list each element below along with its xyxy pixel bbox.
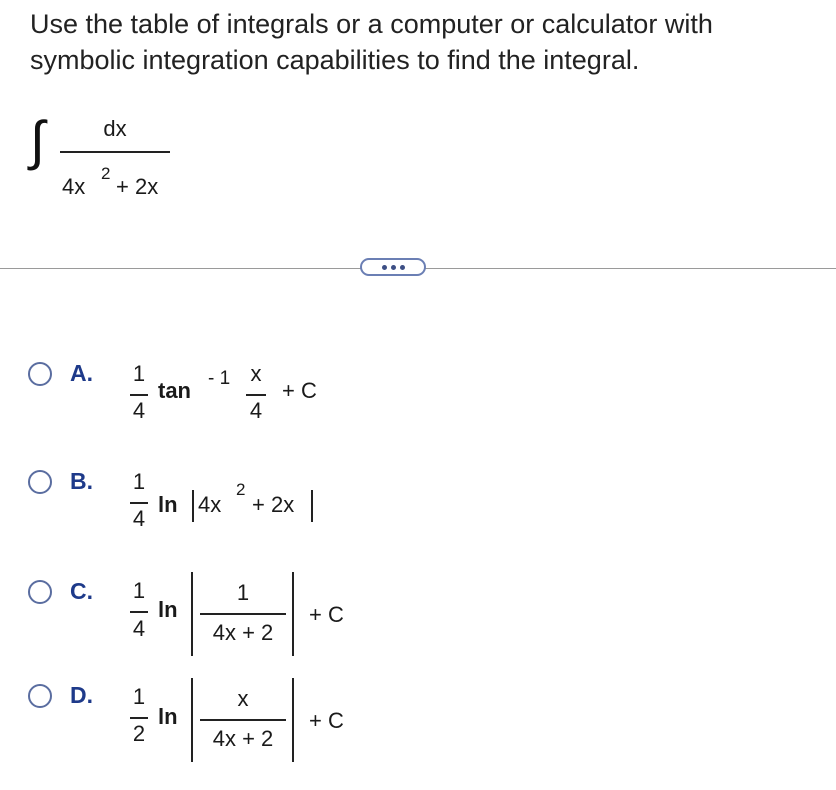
radio-button-b[interactable] bbox=[28, 470, 52, 494]
integral-denominator-base: 4x bbox=[62, 174, 86, 199]
absolute-value-bar-left bbox=[192, 490, 194, 522]
argument-denominator: 4 bbox=[249, 398, 263, 423]
argument-numerator: x bbox=[250, 361, 262, 386]
argument-denominator: 4x + 2 bbox=[212, 726, 274, 751]
ellipsis-icon bbox=[391, 265, 396, 270]
absolute-value-bar-left bbox=[191, 572, 193, 656]
radio-button-d[interactable] bbox=[28, 684, 52, 708]
absolute-value-bar-right bbox=[292, 572, 294, 656]
option-letter: A. bbox=[70, 360, 93, 386]
argument-bar bbox=[200, 719, 286, 721]
absolute-value-exponent: 2 bbox=[236, 480, 246, 499]
answer-option-c[interactable] bbox=[28, 570, 448, 660]
radio-button-c[interactable] bbox=[28, 580, 52, 604]
coefficient-bar bbox=[130, 394, 148, 396]
function-name: ln bbox=[158, 597, 178, 622]
coefficient-bar bbox=[130, 717, 148, 719]
integral-numerator: dx bbox=[103, 116, 127, 141]
answer-option-d[interactable] bbox=[28, 678, 448, 768]
function-exponent: - 1 bbox=[208, 368, 231, 389]
argument-denominator: 4x + 2 bbox=[212, 620, 274, 645]
coefficient-bar bbox=[130, 611, 148, 613]
radio-button-a[interactable] bbox=[28, 362, 52, 386]
integral-denominator-exponent: 2 bbox=[101, 164, 111, 183]
absolute-value-base: 4x bbox=[198, 492, 222, 517]
function-name: tan bbox=[158, 378, 191, 403]
ellipsis-icon bbox=[400, 265, 405, 270]
argument-numerator: 1 bbox=[236, 580, 250, 605]
constant-term: + C bbox=[309, 602, 344, 627]
integral-fraction-bar bbox=[60, 151, 170, 153]
option-letter: B. bbox=[70, 468, 93, 494]
absolute-value-bar-right bbox=[311, 490, 313, 522]
ellipsis-icon bbox=[382, 265, 387, 270]
coefficient-numerator: 1 bbox=[132, 361, 146, 386]
integral-sign: ∫ bbox=[30, 111, 45, 171]
coefficient-denominator: 4 bbox=[132, 398, 146, 423]
absolute-value-rest: + 2x bbox=[252, 492, 295, 517]
coefficient-denominator: 4 bbox=[132, 616, 146, 641]
coefficient-denominator: 4 bbox=[132, 506, 146, 531]
coefficient-bar bbox=[130, 502, 148, 504]
coefficient-denominator: 2 bbox=[132, 721, 146, 746]
coefficient-numerator: 1 bbox=[132, 469, 146, 494]
integral-denominator-rest: + 2x bbox=[116, 174, 159, 199]
coefficient-numerator: 1 bbox=[132, 684, 146, 709]
answer-option-b[interactable] bbox=[28, 464, 448, 554]
function-name: ln bbox=[158, 704, 178, 729]
constant-term: + C bbox=[309, 708, 344, 733]
more-options-button[interactable] bbox=[360, 258, 426, 276]
option-letter: D. bbox=[70, 682, 93, 708]
option-letter: C. bbox=[70, 578, 93, 604]
function-name: ln bbox=[158, 492, 178, 517]
coefficient-numerator: 1 bbox=[132, 578, 146, 603]
absolute-value-bar-left bbox=[191, 678, 193, 762]
constant-term: + C bbox=[282, 378, 317, 403]
question-prompt: Use the table of integrals or a computer or calculator with symbolic integration capabilities to find the integral. bbox=[30, 9, 713, 75]
argument-bar bbox=[200, 613, 286, 615]
absolute-value-bar-right bbox=[292, 678, 294, 762]
argument-numerator: x bbox=[237, 686, 249, 711]
answer-option-a[interactable] bbox=[28, 356, 448, 446]
argument-bar bbox=[246, 394, 266, 396]
